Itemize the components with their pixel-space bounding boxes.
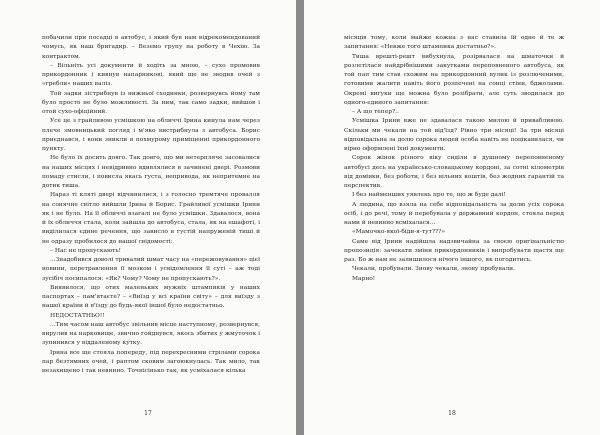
paragraph: Чекали, пробували. Знову чекали, знову пробували. <box>352 266 515 273</box>
page-number: 17 <box>144 410 152 417</box>
paragraph: Саме від Ірини надійшла надзвичайна за своєю оригінальністю пропозиція: зачекати зміни прикордонників і випробувати щастя ще раз. Бо ж нам не залишилося нічого іншого, як погодитись. <box>344 238 564 263</box>
left-page <box>0 0 296 435</box>
paragraph: Тиша врешті-решт вибухнула, розірвалася на шматочки й розлетілася найдрібнішими закутками переповненого автобуса, як той пап тим став схожим на прикордонний вулик із розлюченими, готовими жалити навіть його розпечені на сонці стіни, бджолами. Окремі вигуки ще можна було розібрати, але суть зводилася до одного-єдиного запитання: <box>344 53 564 106</box>
paragraph: – Вільніть усі документи й ходіть за мною, – сухо промовив прикордонник і кивнув напарникові, який ще не зводив очей з «гребли» наших валіз. <box>42 62 260 88</box>
right-page <box>304 0 600 435</box>
paragraph: місяців тому, коли майже кожна з нас ставила їй одне й те ж запитання: «Невже того штампика достатньо?». <box>344 35 564 51</box>
paragraph: Не було їх досить довго. Так довго, що ми нетерпляче засовалися на наших місцях і невідривно вдивлялися в зачинені двері. Розмови помаду стисли, і повисла якась густа, непривода, як непритемне на дотик тиша. <box>42 155 260 189</box>
paragraph: Ірина все ще стояла попереду, під перехресними стрілами сорока пар безтямних очей, і раптом сковим загоюкнулась. Так мило, так незахищено і так невинно. Точнісінько так, як усміхалася кілька <box>42 349 260 374</box>
paragraph: Той задки зістрибнув із нижньої сходинки, розвернувсь йому там було просто не було можливості. За ним, так само задки, вийшов і отой сухо-офіційний. <box>42 90 260 115</box>
paragraph: Сорок жінок різного віку сиділи в душному переповненому автобусі десь на українсько-словацькому кордоні, за сотні кілометрів від домівки, без роботи, і без вільних коштів, без жодних гарантій та перспектив. <box>344 155 564 189</box>
paragraph: Нараз ті кляті двері відчинилися, і з голосно тремтяче провалля на сонячне світло вийшли Ірина й Борис. Грайливої усмішки Ірини як і не було. На її обличчі взагалі не було усмішки. Здавалося, вона й їх обличчя стала, коли зайшла до автобуса, стала, як на ешафоті, і виділилася єдине речення, що зависло в густій напруженій тиші й не одразу пробилося до нашої свідомості: <box>42 192 260 245</box>
paragraph: НЕДОСТАТНЬО!! <box>50 312 105 319</box>
paragraph: – Нас не пропускають! <box>50 247 122 254</box>
page-number: 18 <box>448 410 456 417</box>
paragraph: Усе це з грайливою усмішкою на обличчі Ірина кинула нам через плече змовницький погляд і м'яко вистрибнула з автобуса. Борис приєднався, і вони зникли в похмурому приміщенні прикордонного пункту. <box>42 118 260 152</box>
paragraph: Усмішка Ірини вже не здавалася такою милою й привабливою. Скільки ми чекали на той від'їзд? Рівно три місяці! За три місяці відповідальна за долю сорока людей особа навіть не поцікавилася, чи вірно оформлені їхні документи. <box>344 118 564 152</box>
paragraph: Виявилося, що отих маленьких мужніх штампиків у наших паспортах – пам'ятаєте? – «Виїзд у всі країни світу» – для виїзду з нашої країни й в'їзду до будь-якої іншої було недостатньо. <box>42 284 260 310</box>
paragraph: І без найменших уявлень про те, що ж буде далі! <box>352 192 506 199</box>
paragraph: ...Знадобився доволі тривалий шмат часу на «пережовування» цієї новини, перетравлення її мозком і усвідомлення її суті – аж тоді зусібіч посипалося: «Як? Чому? Чому не пропускають?». <box>42 257 260 282</box>
paragraph: – А що тепер?.. <box>352 109 399 115</box>
paragraph: ...Тим часом наш автобус звільнив місце наступному, розвернувся, вирулив на нарковище, звично гойднувся, якось збитих у жмуточок і зупинився у віддаленому кутку. <box>42 321 260 347</box>
paragraph: побачили при посадці в автобус, і який був нам відрекомендований чомусь, як наш бригадир. – Веземо групу на роботу в Чехію. За контрактом. <box>42 35 260 60</box>
right-page-text <box>344 34 564 284</box>
book-gutter <box>296 0 304 435</box>
left-page-text <box>42 34 260 376</box>
paragraph: «Мамочко-якої-біди-я-тут???» <box>352 229 445 236</box>
paragraph: А людина, що взяла на себе відповідальність за долю усіх сорока осіб, і до речі, тому й перебувала у державний кордон, стояла перед нами й невинно всміхалася... <box>344 201 564 226</box>
paragraph: Марно! <box>352 275 376 282</box>
